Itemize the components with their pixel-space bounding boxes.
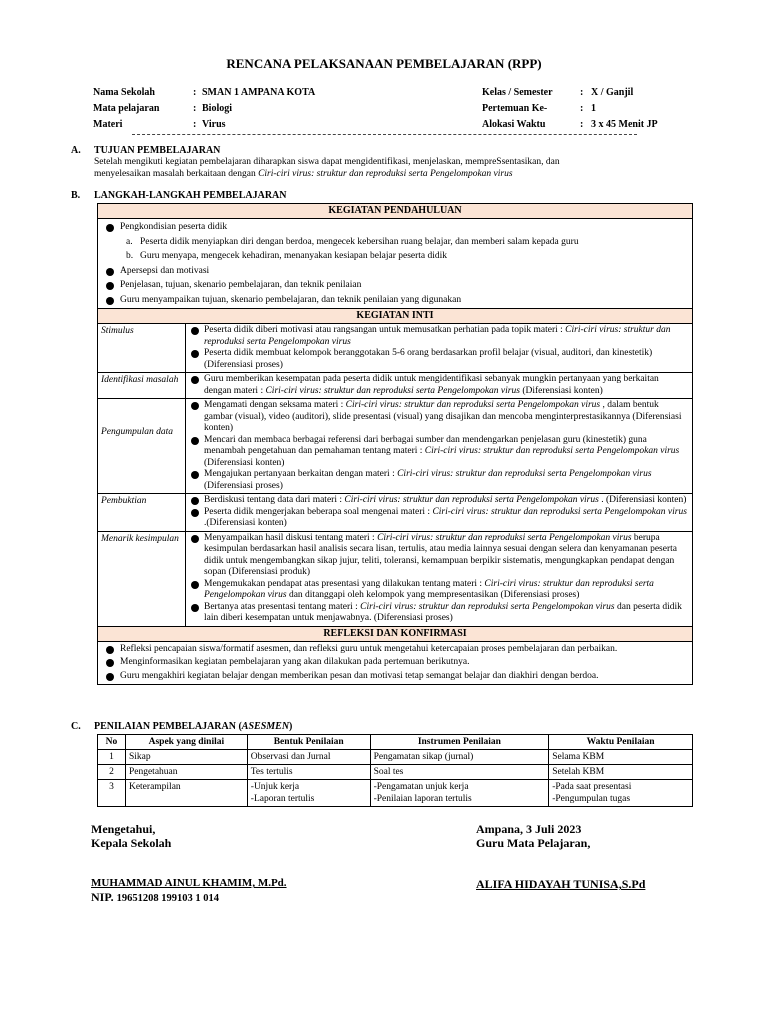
section-a-title: TUJUAN PEMBELAJARAN bbox=[94, 145, 221, 156]
table-cell bbox=[549, 780, 693, 807]
teacher-name: ALIFA HIDAYAH TUNISA,S.Pd bbox=[476, 877, 646, 891]
inti-bullet bbox=[186, 533, 688, 579]
info-colon: : bbox=[193, 87, 197, 98]
inti-row-pengumpulan bbox=[98, 398, 692, 493]
table-cell: Pengetahuan bbox=[125, 765, 247, 780]
inti-label: Menarik kesimpulan bbox=[98, 532, 186, 626]
bullet-topic: Ciri-ciri virus: struktur dan reproduksi serta Pengelompokan virus bbox=[344, 495, 599, 505]
info-colon: : bbox=[580, 119, 584, 130]
info-value-pertemuan: 1 bbox=[591, 103, 596, 114]
section-a-line2-b: Ciri-ciri virus: struktur dan reproduksi serta Pengelompokan virus bbox=[258, 169, 513, 179]
table-header: Instrumen Penilaian bbox=[370, 735, 549, 750]
section-a-line1: Setelah mengikuti kegiatan pembelajaran diharapkan siswa dapat mengidentifikasi, menjelaskan, mempreSsentasikan, dan bbox=[94, 157, 560, 167]
info-label-nama-sekolah: Nama Sekolah bbox=[93, 87, 155, 98]
inti-label: Pengumpulan data bbox=[98, 399, 186, 493]
bullet-topic: Ciri-ciri virus: struktur dan reproduksi serta Pengelompokan virus bbox=[265, 385, 520, 396]
bullet-topic: Ciri-ciri virus: struktur dan reproduksi serta Pengelompokan virus bbox=[432, 506, 687, 517]
inti-label: Identifikasi masalah bbox=[98, 373, 186, 398]
bullet-topic: Ciri-ciri virus: struktur dan reproduksi serta Pengelompokan virus bbox=[204, 578, 654, 600]
pendahuluan-item: Guru menyampaikan tujuan, skenario pembelajaran, dan teknik penilaian yang digunakan bbox=[98, 295, 692, 307]
document-title: RENCANA PELAKSANAAN PEMBELAJARAN (RPP) bbox=[226, 56, 542, 71]
inti-body bbox=[186, 324, 692, 372]
pendahuluan-item: Penjelasan, tujuan, skenario pembelajaran, dan teknik penilaian bbox=[98, 280, 692, 292]
info-label-pertemuan: Pertemuan Ke- bbox=[482, 103, 548, 114]
inti-bullet bbox=[186, 469, 688, 492]
info-colon: : bbox=[193, 103, 197, 114]
refleksi-item: Menginformasikan kegiatan pembelajaran yang akan dilakukan pada pertemuan berikutnya. bbox=[98, 657, 688, 669]
table-header: No bbox=[98, 735, 126, 750]
table-cell: Sikap bbox=[125, 750, 247, 765]
table-header: Bentuk Penilaian bbox=[247, 735, 370, 750]
bullet-topic: Ciri-ciri virus: struktur dan reproduksi serta Pengelompokan virus bbox=[345, 400, 601, 410]
bullet-note: berupa kesimpulan berdasarkan hasil analisis secara lisan, tertulis, atau media lainnya sesuai dengan selera dan kenyamanan peserta didik untuk mengembangkan sikap jujur, teliti, toleransi, kemampuan berpikir sistematis, mengungkapkan pendapat dengan sopan (Diferensiasi produk) bbox=[204, 532, 677, 577]
section-c-letter: C. bbox=[71, 721, 81, 732]
table-cell: Tes tertulis bbox=[247, 765, 370, 780]
inti-row-pembuktian bbox=[98, 493, 692, 531]
signature-left-line1: Mengetahui, bbox=[91, 822, 156, 836]
subitem-marker: b. bbox=[126, 251, 134, 261]
pendahuluan-item: Apersepsi dan motivasi bbox=[98, 266, 692, 278]
info-label-mata-pelajaran: Mata pelajaran bbox=[93, 103, 160, 114]
signature-right-line1: Ampana, 3 Juli 2023 bbox=[476, 822, 582, 836]
inti-row-identifikasi bbox=[98, 372, 692, 398]
bullet-topic: Ciri-ciri virus: struktur dan reproduksi serta Pengelompokan virus bbox=[204, 325, 671, 347]
table-cell bbox=[370, 780, 549, 807]
inti-bullet bbox=[186, 435, 688, 470]
principal-nip bbox=[91, 890, 219, 905]
section-c-title-a: PENILAIAN PEMBELAJARAN ( bbox=[94, 721, 242, 732]
refleksi-item: Refleksi pencapaian siswa/formatif asesmen, dan refleksi guru untuk mengetahui ketercapaian proses pembelajaran dan perbaikan. bbox=[98, 644, 688, 656]
info-colon: : bbox=[580, 103, 584, 114]
inti-bullet bbox=[186, 579, 688, 602]
bullet-topic: Ciri-ciri virus: struktur dan reproduksi serta Pengelompokan virus bbox=[424, 446, 680, 456]
bullet-note: (Diferensiasi proses) bbox=[204, 480, 283, 491]
table-cell: 2 bbox=[98, 765, 126, 780]
signature-right-line2: Guru Mata Pelajaran, bbox=[476, 836, 591, 850]
inti-bullet bbox=[186, 325, 688, 348]
signature-left-line2: Kepala Sekolah bbox=[91, 836, 172, 850]
refleksi-header: REFLEKSI DAN KONFIRMASI bbox=[98, 626, 692, 642]
bullet-text: Mengamati dengan seksama materi : bbox=[204, 400, 346, 410]
refleksi-item: Guru mengakhiri kegiatan belajar dengan memberikan pesan dan motivasi tetap semangat belajar dan diakhiri dengan berdoa. bbox=[98, 671, 688, 683]
bullet-note: dan ditanggapi oleh kelompok yang mempresentasikan (Diferensiasi proses) bbox=[286, 590, 580, 600]
cell-line: -Pengamatan unjuk kerja bbox=[373, 782, 469, 792]
table-cell: 1 bbox=[98, 750, 126, 765]
table-cell bbox=[247, 780, 370, 807]
bullet-text: Mengajukan pertanyaan berkaitan dengan materi : bbox=[204, 469, 398, 479]
cell-line: -Unjuk kerja bbox=[250, 782, 300, 792]
table-cell: Setelah KBM bbox=[549, 765, 693, 780]
info-value-mata-pelajaran: Biologi bbox=[202, 103, 233, 114]
section-a-line2 bbox=[94, 168, 694, 180]
pendahuluan-body bbox=[98, 219, 692, 308]
cell-line: -Penilaian laporan tertulis bbox=[373, 794, 472, 804]
inti-bullet bbox=[186, 507, 688, 530]
info-value-kelas: X / Ganjil bbox=[591, 87, 634, 98]
bullet-text: Guru memberikan kesempatan pada peserta didik untuk mengidentifikasi sebanyak mungkin pertanyaan yang berkaitan dengan materi : bbox=[204, 374, 659, 396]
bullet-topic: Ciri-ciri virus: struktur dan reproduksi serta Pengelompokan virus bbox=[360, 601, 615, 612]
section-c-title bbox=[94, 721, 292, 732]
info-label-alokasi: Alokasi Waktu bbox=[482, 119, 546, 130]
table-row bbox=[98, 780, 693, 807]
dashed-divider bbox=[132, 134, 637, 135]
info-label-kelas: Kelas / Semester bbox=[482, 87, 553, 98]
bullet-note: (Diferensiasi konten) bbox=[204, 457, 285, 468]
cell-line: -Laporan tertulis bbox=[250, 794, 315, 804]
table-cell: Soal tes bbox=[370, 765, 549, 780]
subitem-marker: a. bbox=[126, 236, 133, 247]
info-value-nama-sekolah: SMAN 1 AMPANA KOTA bbox=[202, 87, 316, 98]
info-colon: : bbox=[580, 87, 584, 98]
cell-line: -Pada saat presentasi bbox=[552, 782, 632, 792]
inti-bullet bbox=[186, 374, 688, 397]
bullet-note: .(Diferensiasi konten) bbox=[204, 518, 287, 528]
table-header: Aspek yang dinilai bbox=[125, 735, 247, 750]
inti-body bbox=[186, 494, 692, 531]
table-cell: Observasi dan Jurnal bbox=[247, 750, 370, 765]
section-a-line2-a: menyelesaikan masalah berkaitaan dengan bbox=[94, 169, 259, 179]
section-c-title-c: ) bbox=[289, 721, 293, 732]
bullet-topic: Ciri-ciri virus: struktur dan reproduksi serta Pengelompokan virus bbox=[377, 532, 632, 543]
pendahuluan-item: Pengkondisian peserta didik bbox=[98, 222, 692, 234]
bullet-text: Berdiskusi tentang data dari materi : bbox=[204, 495, 345, 505]
info-value-alokasi: 3 x 45 Menit JP bbox=[591, 119, 658, 130]
bullet-text: Mencari dan membaca berbagai referensi dari berbagai sumber dan mendengarkan penjelasan guru (kinestetik) guna menambah pengetahuan dan pemahaman tentang materi : bbox=[204, 434, 647, 456]
inti-body bbox=[186, 532, 692, 626]
bullet-note: (Diferensiasi konten) bbox=[519, 385, 603, 396]
bullet-note: , dalam bentuk gambar (visual), video (auditori), slide presentasi (visual) yang disajikan dan mencoba menginterprestasikannya (Diferensiasi konten) bbox=[204, 400, 682, 433]
subitem-text: Peserta didik menyiapkan diri dengan berdoa, mengecek kebersihan ruang belajar, dan memberi salam kepada guru bbox=[140, 236, 579, 247]
section-c-title-b: ASESMEN bbox=[241, 721, 290, 732]
nip-label: NIP. bbox=[91, 890, 117, 904]
table-cell: Selama KBM bbox=[549, 750, 693, 765]
bullet-text: Mengemukakan pendapat atas presentasi yang dilakukan tentang materi : bbox=[204, 578, 485, 589]
pendahuluan-subitem bbox=[98, 251, 692, 263]
table-cell: 3 bbox=[98, 780, 126, 807]
bullet-text: Menyampaikan hasil diskusi tentang materi : bbox=[204, 532, 378, 543]
section-a-text bbox=[94, 156, 694, 180]
info-colon: : bbox=[193, 119, 197, 130]
inti-bullet bbox=[186, 602, 688, 625]
bullet-text: Peserta didik mengerjakan beberapa soal mengenai materi : bbox=[204, 506, 433, 517]
bullet-note: dan peserta didik lain diberi kesempatan untuk menjawabnya. (Diferensiasi proses) bbox=[204, 601, 682, 623]
langkah-table bbox=[97, 203, 693, 685]
inti-bullet bbox=[186, 495, 688, 507]
table-cell: Pengamatan sikap (jurnal) bbox=[370, 750, 549, 765]
inti-bullet bbox=[186, 400, 688, 435]
table-row bbox=[98, 765, 693, 780]
bullet-text: Bertanya atas presentasi tentang materi : bbox=[204, 601, 361, 612]
section-b-title: LANGKAH-LANGKAH PEMBELAJARAN bbox=[94, 190, 287, 201]
bullet-topic: Ciri-ciri virus: struktur dan reproduksi serta Pengelompokan virus bbox=[397, 469, 652, 479]
section-b-letter: B. bbox=[71, 190, 81, 201]
inti-row-menarik bbox=[98, 531, 692, 626]
inti-header: KEGIATAN INTI bbox=[98, 308, 692, 324]
refleksi-body bbox=[98, 642, 692, 685]
pendahuluan-subitem bbox=[98, 237, 692, 249]
inti-body bbox=[186, 373, 692, 398]
nip-value: 19651208 199103 1 014 bbox=[116, 893, 219, 904]
subitem-text: Guru menyapa, mengecek kehadiran, menanyakan kesiapan belajar peserta didik bbox=[140, 251, 448, 261]
asesmen-table bbox=[97, 734, 693, 807]
table-header: Waktu Penilaian bbox=[549, 735, 693, 750]
principal-name: MUHAMMAD AINUL KHAMIM, M.Pd. bbox=[91, 877, 287, 889]
info-value-materi: Virus bbox=[202, 119, 226, 130]
bullet-text: Peserta didik diberi motivasi atau rangsangan untuk memusatkan perhatian pada topik materi : bbox=[204, 325, 566, 335]
info-label-materi: Materi bbox=[93, 119, 123, 130]
inti-row-stimulus bbox=[98, 324, 692, 372]
inti-label: Stimulus bbox=[98, 324, 186, 372]
section-a-letter: A. bbox=[71, 145, 81, 156]
inti-bullet: Peserta didik membuat kelompok beranggotakan 5-6 orang berdasarkan profil belajar (visual, auditori, dan kinestetik) (Diferensiasi proses) bbox=[186, 348, 688, 371]
table-header-row bbox=[98, 735, 693, 750]
inti-body bbox=[186, 399, 692, 493]
bullet-note: . (Diferensiasi konten) bbox=[598, 495, 687, 505]
cell-line: -Pengumpulan tugas bbox=[552, 794, 631, 804]
table-cell: Keterampilan bbox=[125, 780, 247, 807]
table-row bbox=[98, 750, 693, 765]
inti-label: Pembuktian bbox=[98, 494, 186, 531]
pendahuluan-header: KEGIATAN PENDAHULUAN bbox=[98, 204, 692, 219]
